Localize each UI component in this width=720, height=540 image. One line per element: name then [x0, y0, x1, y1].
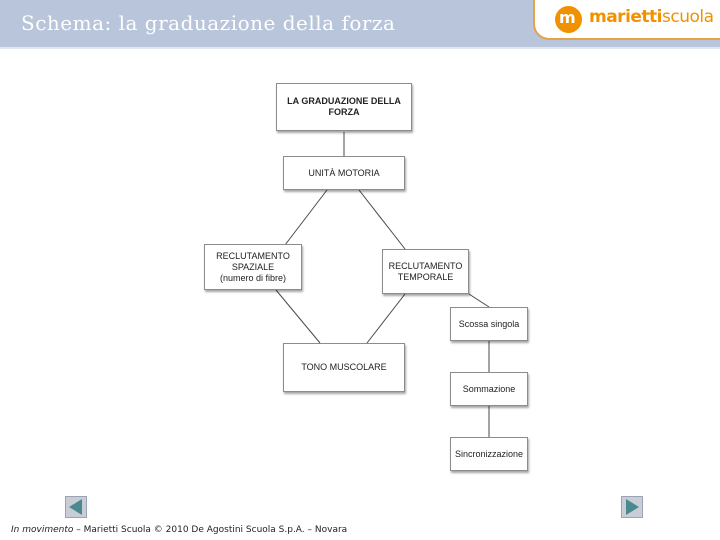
- connector-spatial-tone: [276, 290, 320, 343]
- prev-slide-button[interactable]: [65, 496, 87, 518]
- node-single-twitch: Scossa singola: [450, 307, 528, 341]
- footer-credits: [11, 525, 347, 535]
- arrow-right-icon: [622, 497, 642, 517]
- node-temporal-recruitment: RECLUTAMENTO TEMPORALE: [382, 249, 469, 294]
- slide-title: Schema: la graduazione della forza: [21, 11, 396, 35]
- node-force-graduation: LA GRADUAZIONE DELLA FORZA: [276, 83, 412, 131]
- arrow-left-icon: [66, 497, 86, 517]
- connector-temporal-tone: [367, 294, 405, 343]
- connector-temporal-twitch: [469, 294, 489, 307]
- footer-copyright: – Marietti Scuola © 2010 De Agostini Scuola S.p.A. – Novara: [76, 525, 348, 535]
- connector-unit-spatial: [285, 190, 327, 245]
- node-muscle-tone: TONO MUSCOLARE: [283, 343, 405, 392]
- node-synchronization: Sincronizzazione: [450, 437, 528, 471]
- connector-unit-temporal: [359, 190, 405, 249]
- node-motor-unit: UNITÀ MOTORIA: [283, 156, 405, 190]
- next-slide-button[interactable]: [621, 496, 643, 518]
- logo-wordmark: mariettiscuola: [589, 7, 714, 27]
- node-summation: Sommazione: [450, 372, 528, 406]
- logo-mark-icon: m: [555, 6, 582, 33]
- footer-book-title: In movimento: [11, 525, 74, 535]
- node-spatial-recruitment: RECLUTAMENTO SPAZIALE (numero di fibre): [204, 244, 302, 290]
